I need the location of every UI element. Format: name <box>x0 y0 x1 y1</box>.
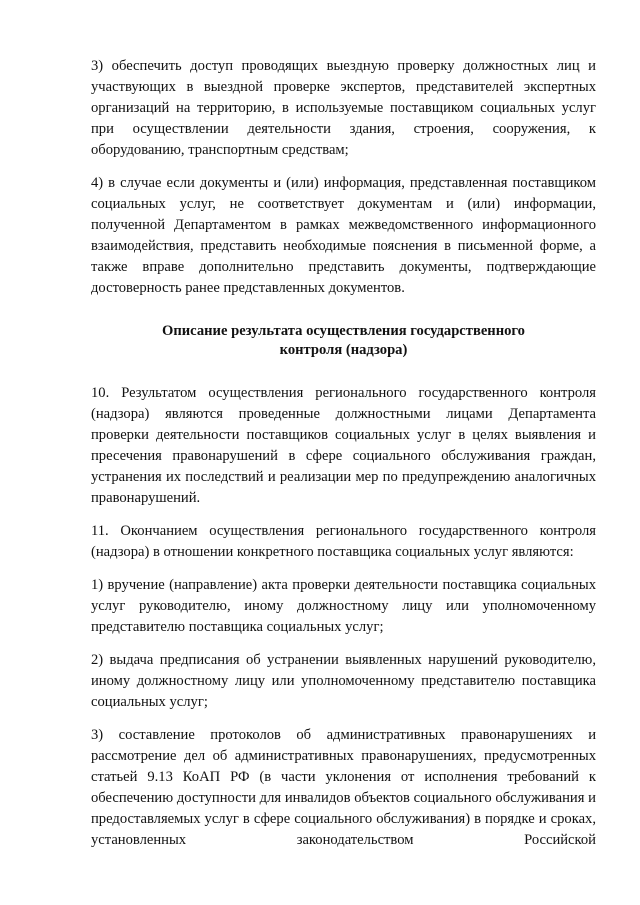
paragraph-item-3-access: 3) обеспечить доступ проводящих выездную проверку должностных лиц и участвующих в выездной проверке экспертов, представителей экспертных организаций на территорию, в используемые поставщиком социальных услуг при осуществлении деятельности здания, строения, сооружения, к оборудованию, транспортным средствам; <box>91 58 596 158</box>
document-page <box>91 56 596 851</box>
list-item-3-protocols: 3) составление протоколов об административных правонарушениях и рассмотрение дел об административных правонарушениях, предусмотренных статьей 9.13 КоАП РФ (в части уклонения от исполнения требований к обеспечению доступности для инвалидов объектов социального обслуживания и предоставляемых услуг в сфере социального обслуживания) в порядке и сроках, установленных законодательством Российской <box>91 727 596 848</box>
list-item-1-delivery-of-act: 1) вручение (направление) акта проверки деятельности поставщика социальных услуг руководителю, иному должностному лицу или уполномоченному представителю поставщика социальных услуг; <box>91 577 596 635</box>
paragraph-item-4-explanations: 4) в случае если документы и (или) информация, представленная поставщиком социальных услуг, не соответствует документам и (или) информации, полученной Департаментом в рамках межведомственного информационного взаимодействия, представить необходимые пояснения в письменной форме, а также вправе дополнительно представить документы, подтверждающие достоверность ранее представленных документов. <box>91 175 596 296</box>
section-heading <box>91 322 596 360</box>
list-item-2-issuing-order: 2) выдача предписания об устранении выявленных нарушений руководителю, иному должностному лицу или уполномоченному представителю поставщика социальных услуг; <box>91 652 596 710</box>
paragraph-11-completion: 11. Окончанием осуществления регионального государственного контроля (надзора) в отношении конкретного поставщика социальных услуг являются: <box>91 523 596 560</box>
section-heading-line-1: Описание результата осуществления государственного <box>162 323 525 339</box>
paragraph-10-result: 10. Результатом осуществления регионального государственного контроля (надзора) являются проведенные должностными лицами Департамента проверки деятельности поставщиков социальных услуг в целях выявления и пресечения правонарушений в сфере социального обслуживания граждан, устранения их последствий и реализации мер по предупреждению аналогичных правонарушений. <box>91 385 596 506</box>
section-heading-line-2: контроля (надзора) <box>279 342 408 358</box>
